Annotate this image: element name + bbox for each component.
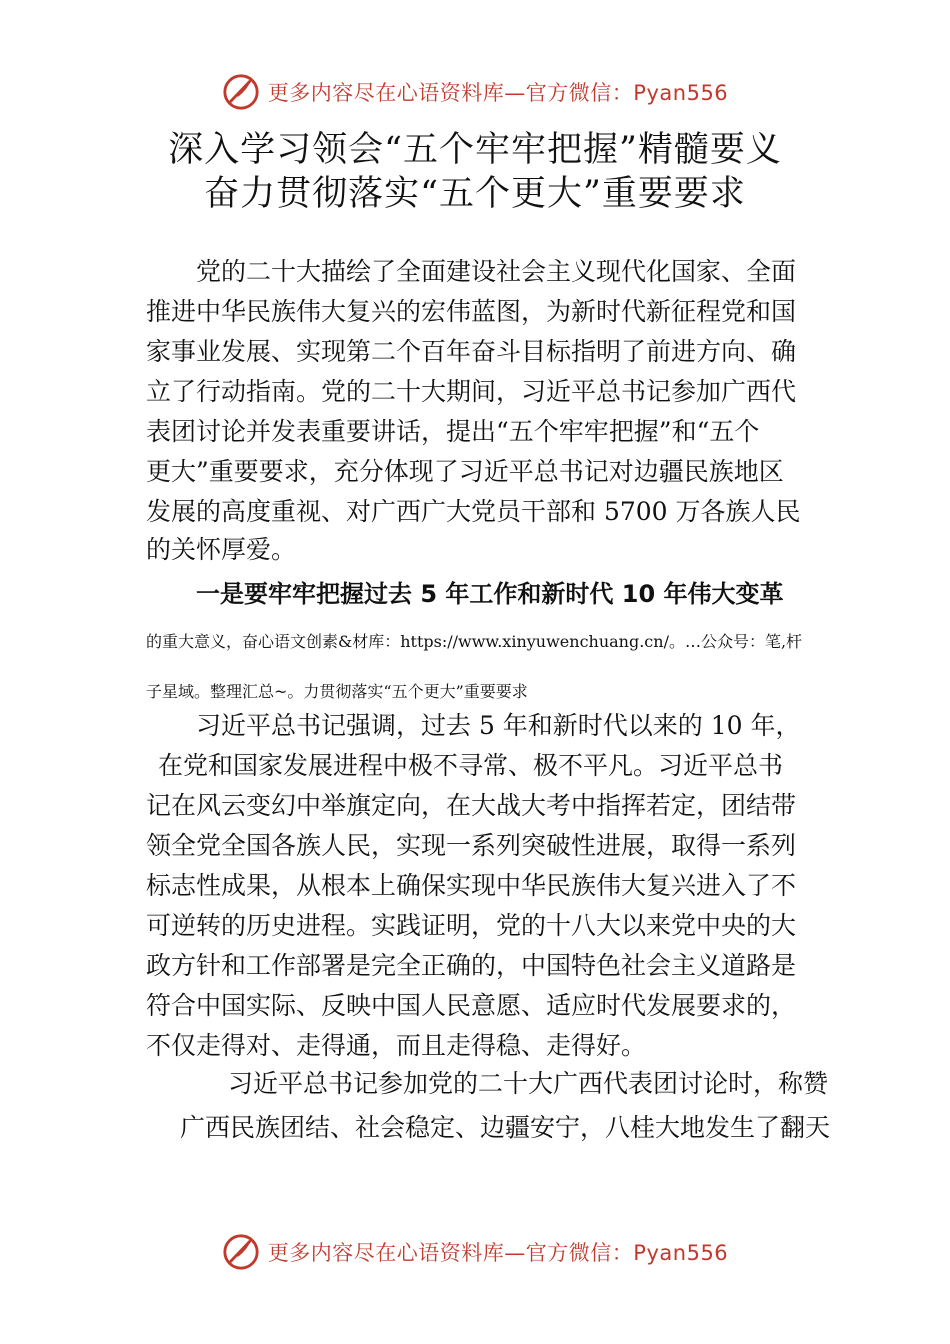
paragraph-line: 立了行动指南。党的二十大期间，习近平总书记参加广西代 <box>146 377 797 406</box>
paragraph-line: 习近平总书记强调，过去 5 年和新时代以来的 10 年， <box>196 711 801 740</box>
paragraph-line: 家事业发展、实现第二个百年奋斗目标指明了前进方向、确 <box>146 337 797 366</box>
footer-banner-text: 更多内容尽在心语资料库—官方微信：Pyan556 <box>267 1241 729 1265</box>
paragraph-line: 标志性成果，从根本上确保实现中华民族伟大复兴进入了不 <box>146 871 797 900</box>
header-banner-text: 更多内容尽在心语资料库—官方微信：Pyan556 <box>267 81 729 105</box>
paragraph-line: 的关怀厚爱。 <box>146 535 297 564</box>
paragraph-line: 习近平总书记参加党的二十大广西代表团讨论时，称赞 <box>228 1069 829 1098</box>
paragraph-line: 领全党全国各族人民，实现一系列突破性进展，取得一系列 <box>146 831 797 860</box>
paragraph-line: 更大”重要要求，充分体现了习近平总书记对边疆民族地区 <box>146 457 784 486</box>
paragraph-line: 记在风云变幻中举旗定向，在大战大考中指挥若定，团结带 <box>146 791 797 820</box>
paragraph-line: 广西民族团结、社会稳定、边疆安宁，八桂大地发生了翻天 <box>180 1113 831 1142</box>
document-title-line-2: 奋力贯彻落实“五个更大”重要要求 <box>204 174 746 214</box>
paragraph-line: 在党和国家发展进程中极不寻常、极不平凡。习近平总书 <box>158 751 784 780</box>
footer-banner <box>0 1230 950 1274</box>
paragraph-line: 可逆转的历史进程。实践证明，党的十八大以来党中央的大 <box>146 911 797 940</box>
source-note-line-2: 子星域。整理汇总~。力贯彻落实“五个更大”重要要求 <box>146 682 528 701</box>
paragraph-line: 表团讨论并发表重要讲话，提出“五个牢牢把握”和“五个 <box>146 417 760 446</box>
quill-logo-icon <box>222 1233 260 1271</box>
paragraph-line: 发展的高度重视、对广西广大党员干部和 5700 万各族人民 <box>146 497 801 526</box>
paragraph-line: 符合中国实际、反映中国人民意愿、适应时代发展要求的， <box>146 991 797 1020</box>
quill-logo-icon <box>222 73 260 111</box>
paragraph-line: 推进中华民族伟大复兴的宏伟蓝图，为新时代新征程党和国 <box>146 297 797 326</box>
paragraph-line: 党的二十大描绘了全面建设社会主义现代化国家、全面 <box>196 257 797 286</box>
section-heading-1: 一是要牢牢把握过去 5 年工作和新时代 10 年伟大变革 <box>196 580 784 608</box>
source-note-line-1: 的重大意义，奋心语文创素&材库：https://www.xinyuwenchuang.cn/。…公众号：笔,杆 <box>146 632 803 651</box>
paragraph-line: 政方针和工作部署是完全正确的，中国特色社会主义道路是 <box>146 951 797 980</box>
document-title-line-1: 深入学习领会“五个牢牢把握”精髓要义 <box>168 130 782 170</box>
paragraph-line: 不仅走得对、走得通，而且走得稳、走得好。 <box>146 1031 647 1060</box>
header-banner <box>0 70 950 114</box>
